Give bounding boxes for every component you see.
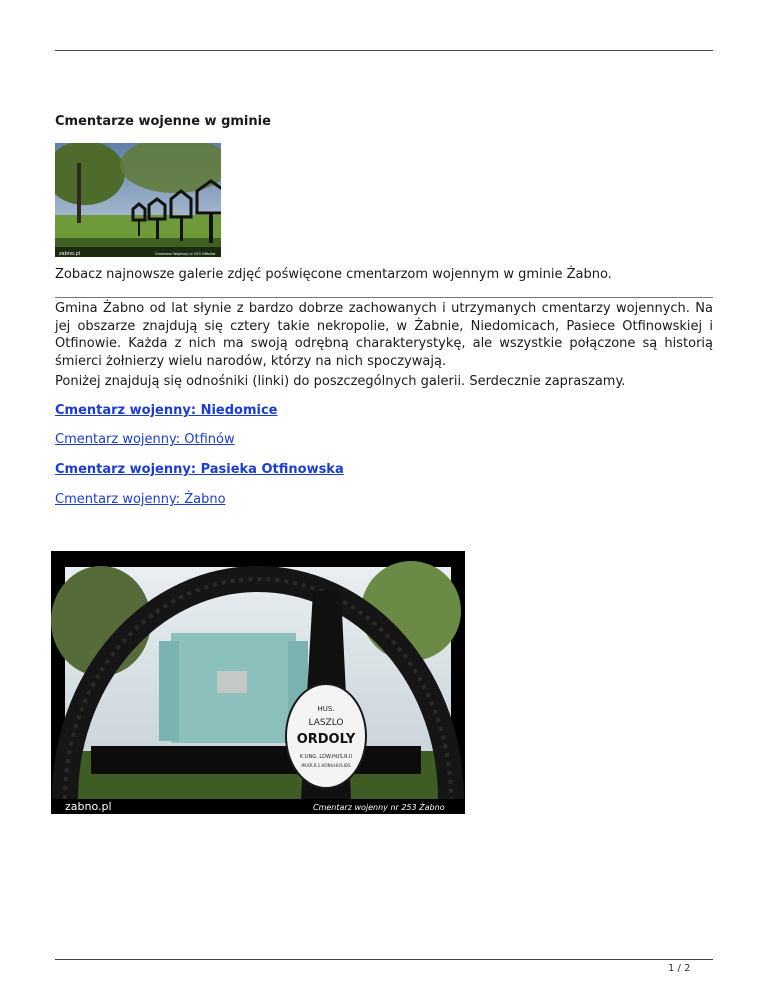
intro-text: Zobacz najnowsze galerie zdjęć poświęcone cmentarzom wojennym w gminie Żabno. (55, 267, 612, 282)
link-pasieka-otfinowska[interactable]: Cmentarz wojenny: Pasieka Otfinowska (55, 462, 344, 477)
photo1-watermark-left: zabno.pl (59, 251, 81, 257)
page-number: 1 / 2 (668, 963, 691, 974)
plate-line-4: K.UNG. LDW.HUS.R.II (300, 754, 352, 760)
link-otfinow[interactable]: Cmentarz wojenny: Otfinów (55, 432, 235, 447)
bottom-rule (55, 959, 713, 960)
invite-text: Poniżej znajdują się odnośniki (linki) do poszczególnych galerii. Serdecznie zapraszamy. (55, 374, 626, 389)
cemetery-photo-thumbnail[interactable] (55, 143, 221, 257)
photo2-watermark-right: Cmentarz wojenny nr 253 Żabno (313, 803, 445, 812)
plate-line-3: ORDOLY (296, 732, 356, 747)
section-rule (55, 297, 713, 298)
link-niedomice[interactable]: Cmentarz wojenny: Niedomice (55, 403, 278, 418)
article-title: Cmentarze wojenne w gminie (55, 114, 271, 129)
plate-line-5: IM.KR.R.1.HONV.HUS.IDS (301, 763, 351, 768)
cemetery-photo-main[interactable] (51, 551, 465, 814)
photo2-watermark-left: zabno.pl (65, 800, 112, 813)
photo1-watermark-right: Cmentarz Wojenny nr 253 Otfinów (155, 252, 216, 256)
top-rule (55, 50, 713, 51)
plate-line-2: LASZLO (308, 718, 344, 728)
body-paragraph: Gmina Żabno od lat słynie z bardzo dobrze zachowanych i utrzymanych cmentarzy wojennych. Na jej obszarze znajdują się cztery takie nekropolie, w Żabnie, Niedomicach, Pasiece Otfinowskiej i Otfinowie. Każda z nich ma swoją odrębną charakterystykę, ale wszystkie połączone są historią śmierci żołnierzy wielu narodów, którzy na nich spoczywają. (55, 301, 713, 369)
link-zabno[interactable]: Cmentarz wojenny: Żabno (55, 492, 226, 507)
plate-line-1: HUS. (317, 705, 335, 713)
